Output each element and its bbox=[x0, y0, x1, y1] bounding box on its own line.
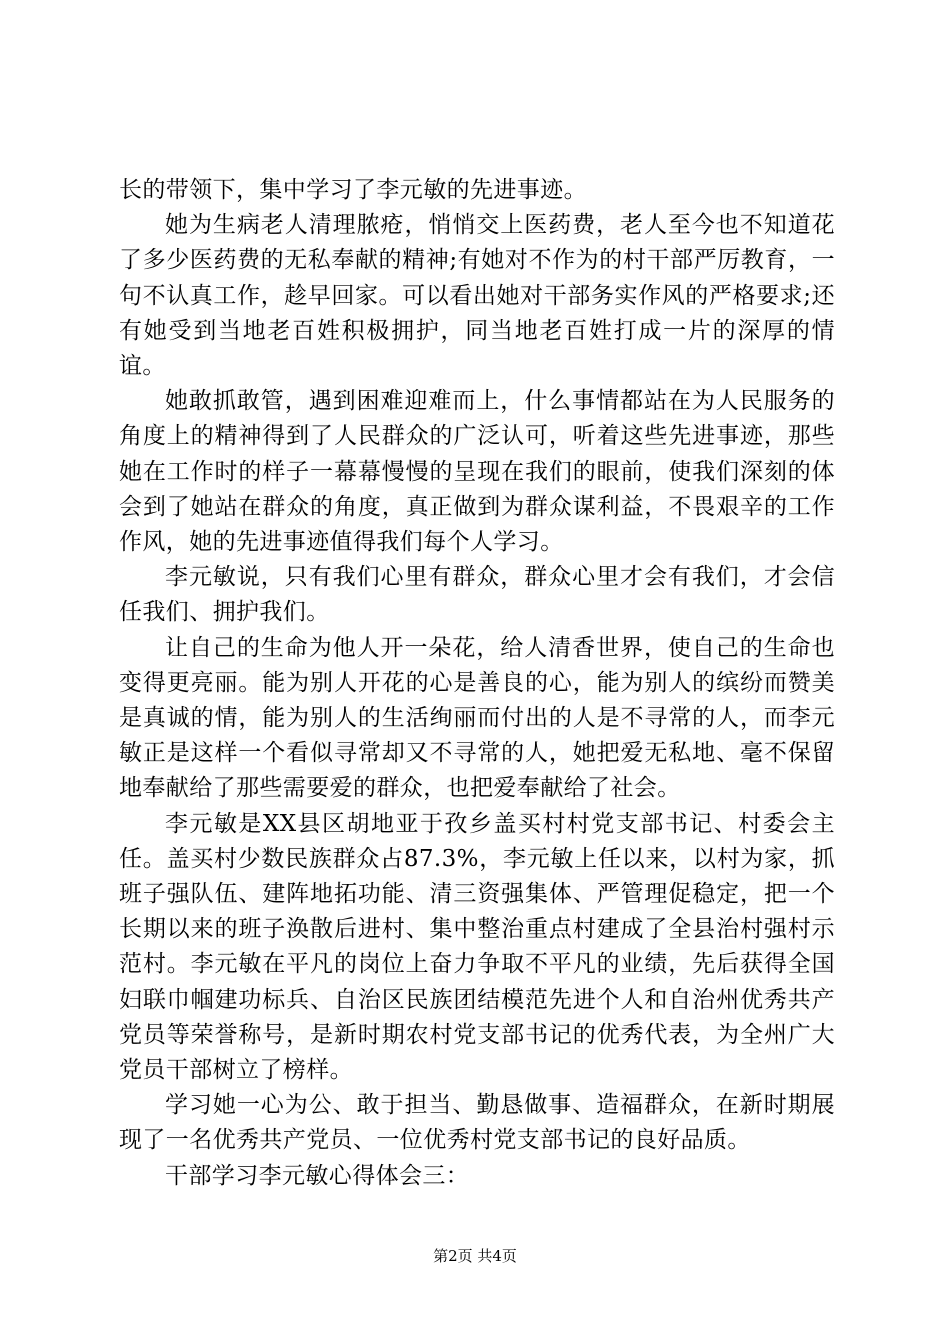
section-heading: 干部学习李元敏心得体会三： bbox=[165, 1162, 470, 1189]
paragraph-1: 长的带领下，集中学习了李元敏的先进事迹。 bbox=[119, 177, 587, 203]
paragraph-2: 她为生病老人清理脓疮，悄悄交上医药费，老人至今也不知道花了多少医药费的无私奉献的精神;有她对不作为的村干部严厉教育，一句不认真工作，趁早回家。可以看出她对干部务实作风的严格要求;还有她受到当地老百姓积极拥护，同当地老百姓打成一片的深厚的情谊。 bbox=[119, 212, 835, 380]
paragraph-4: 李元敏说，只有我们心里有群众，群众心里才会有我们，才会信任我们、拥护我们。 bbox=[119, 564, 835, 626]
paragraph-7: 学习她一心为公、敢于担当、勤恳做事、造福群众，在新时期展现了一名优秀共产党员、一位优秀村党支部书记的良好品质。 bbox=[119, 1092, 835, 1154]
document-body bbox=[119, 173, 835, 1194]
paragraph-3: 她敢抓敢管，遇到困难迎难而上，什么事情都站在为人民服务的角度上的精神得到了人民群众的广泛认可，听着这些先进事迹，那些她在工作时的样子一幕幕慢慢的呈现在我们的眼前，使我们深刻的体会到了她站在群众的角度，真正做到为群众谋利益，不畏艰辛的工作作风，她的先进事迹值得我们每个人学习。 bbox=[119, 388, 835, 556]
paragraph-6: 李元敏是XX县区胡地亚于孜乡盖买村村党支部书记、村委会主任。盖买村少数民族群众占87.3%，李元敏上任以来，以村为家，抓班子强队伍、建阵地拓功能、清三资强集体、严管理促稳定，把一个长期以来的班子涣散后进村、集中整治重点村建成了全县治村强村示范村。李元敏在平凡的岗位上奋力争取不平凡的业绩，先后获得全国妇联巾帼建功标兵、自治区民族团结模范先进个人和自治州优秀共产党员等荣誉称号，是新时期农村党支部书记的优秀代表，为全州广大党员干部树立了榜样。 bbox=[119, 810, 835, 1084]
paragraph-5: 让自己的生命为他人开一朵花，给人清香世界，使自己的生命也变得更亮丽。能为别人开花的心是善良的心，能为别人的缤纷而赞美是真诚的情，能为别人的生活绚丽而付出的人是不寻常的人，而李元敏正是这样一个看似寻常却又不寻常的人，她把爱无私地、毫不保留地奉献给了那些需要爱的群众，也把爱奉献给了社会。 bbox=[119, 634, 835, 802]
page-number-footer: 第2页 共4页 bbox=[433, 1247, 517, 1265]
